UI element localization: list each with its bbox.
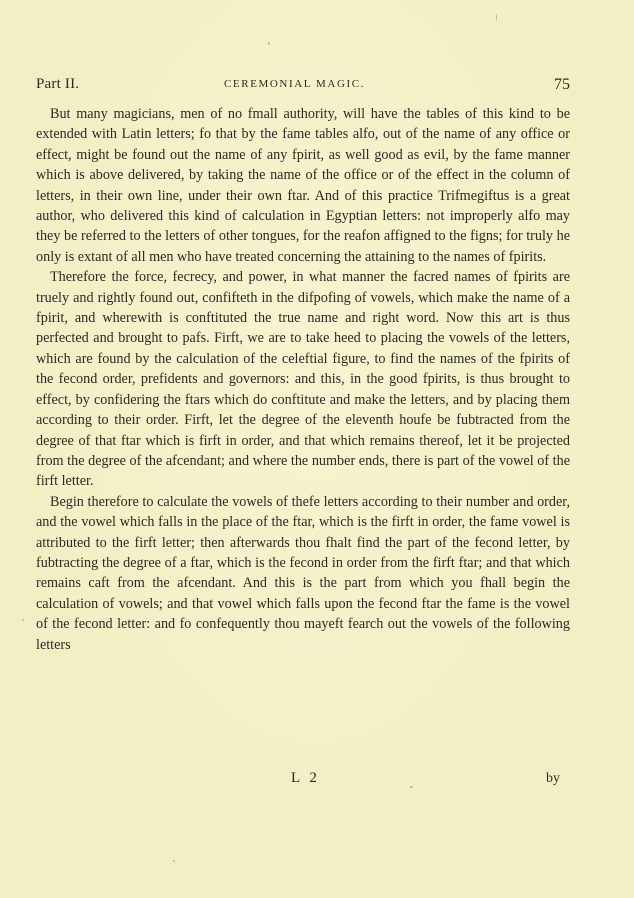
paper-speck: [496, 14, 497, 21]
signature-mark: L 2: [291, 770, 320, 786]
page-number: 75: [554, 76, 570, 93]
paper-speck: [173, 860, 175, 862]
paper-speck: [268, 42, 270, 45]
part-label: Part II.: [36, 76, 80, 92]
paragraph: But many magicians, men of no fmall authority, will have the tables of this kind to be extended with Latin letters; fo that by the fame tables alfo, out of the name of any office or effect, might be found out the name of any fpirit, as well good as evil, by the fame manner which is above delivered, by taking the name of the office or of the effect in the column of letters, in their own line, under their own ftar. And of this practice Trifmegiftus is a great author, who delivered this kind of calculation in Egyptian letters: not improperly alfo may they be referred to the letters of other tongues, for the reafon affigned to the figns; for truly he only is extant of all men who have treated concerning the attaining to the names of fpirits.: [36, 106, 570, 265]
paper-speck: [410, 786, 413, 788]
paragraph: Begin therefore to calculate the vowels of thefe letters according to their number and order, and the vowel which falls in the place of the ftar, which is the firft in order, the fame vowel is attributed to the firft letter; then afterwards thou fhalt find the part of the fecond letter, by fubtracting the degree of a ftar, which is the fecond in order from the firft ftar; and that which remains caft from the afcendant. And this is the part from which you fhall begin the calculation of vowels; and that vowel which falls upon the fecond ftar the fame is the vowel of the fecond letter: and fo confequently thou mayeft fearch out the vowels of the following letters: [36, 493, 570, 653]
catchword: by: [546, 771, 560, 786]
paper-speck: [22, 619, 24, 621]
paragraph: Therefore the force, fecrecy, and power, in what manner the facred names of fpirits are truely and rightly found out, confifteth in the difpofing of vowels, which make the name of a fpirit, and wherewith is conftituted the true name and right word. Now this art is thus perfected and brought to pafs. Firft, we are to take heed to placing the vowels of the letters, which are found by the calculation of the celeftial figure, to find the names of the fpirits of the fecond order, prefidents and governors: and this, in the good fpirits, is thus brought to effect, by confidering the ftars which do conftitute and make the letters, and by placing them according to their order. Firft, let the degree of the eleventh houfe be fubtracted from the degree of that ftar which is firft in order, and that which remains thereof, let it be projected from the degree of the afcendant; and where the number ends, there is part of the vowel of the firft letter.: [36, 269, 570, 490]
running-title: CEREMONIAL MAGIC.: [224, 78, 366, 90]
page-footer: [36, 770, 570, 790]
page-header: [36, 76, 570, 96]
body-text: [36, 104, 570, 655]
